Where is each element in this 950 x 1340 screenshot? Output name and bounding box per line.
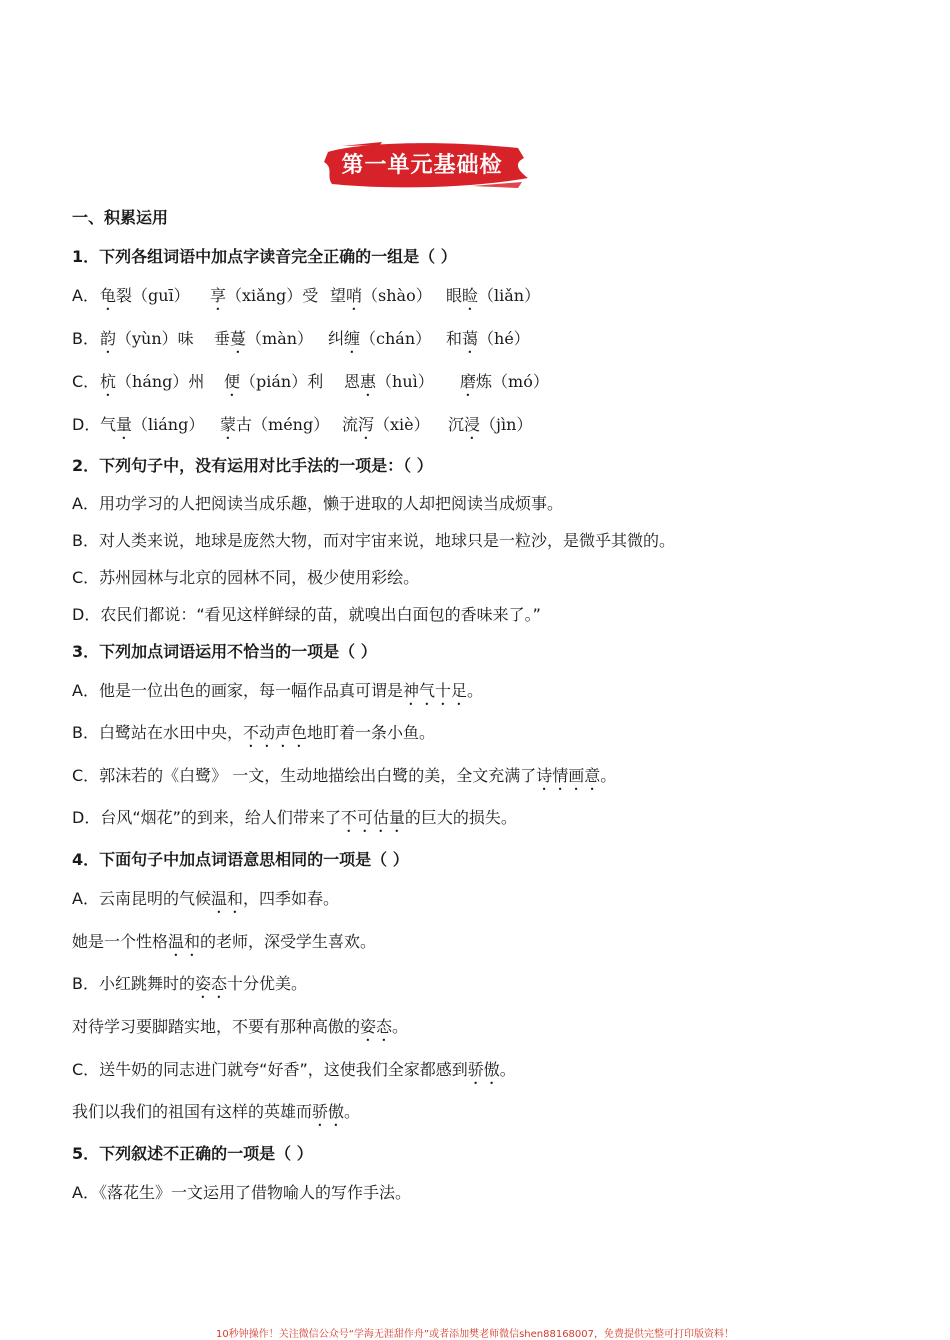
q4-line-c2: 我们以我们的祖国有这样的英雄而骄傲。: [72, 1102, 361, 1121]
word-item: 蒙古（méng）: [220, 415, 330, 434]
q4-line-a2: 她是一个性格温和的老师，深受学生喜欢。: [72, 932, 377, 951]
q4-line-b2: 对待学习要脚踏实地，不要有那种高傲的姿态。: [72, 1017, 409, 1036]
word-item: 便（pián）利: [224, 372, 324, 391]
word-item: 望哨（shào）: [330, 286, 432, 305]
word-item: 眼睑（liǎn）: [446, 286, 541, 305]
word-item: 恩惠（huì）: [344, 372, 434, 391]
option-label: B．: [72, 329, 99, 348]
option-label: D．: [72, 415, 101, 434]
word-item: 流泻（xiè）: [342, 415, 430, 434]
page-title: 第一单元基础检: [341, 153, 503, 178]
question-2-stem: 2．下列句子中，没有运用对比手法的一项是：（ ）: [72, 456, 433, 475]
q3-option-c: C．郭沫若的《白鹭》 一文，生动地描绘出白鹭的美，全文充满了诗情画意。: [72, 766, 617, 785]
title-banner: [322, 138, 530, 192]
word-item: 和蔼（hé）: [446, 329, 530, 348]
word-item: 享（xiǎng）受: [210, 286, 319, 305]
q2-option-d: D．农民们都说：“看见这样鲜绿的苗，就嗅出白面包的香味来了。”: [72, 605, 541, 624]
word-item: 龟裂（guī）: [100, 286, 190, 305]
q4-line-c1: C．送牛奶的同志进门就夸“好香”，这使我们全家都感到骄傲。: [72, 1060, 516, 1079]
q2-option-a: A．用功学习的人把阅读当成乐趣，懒于进取的人却把阅读当成烦事。: [72, 494, 563, 513]
q2-option-b: B．对人类来说，地球是庞然大物，而对宇宙来说，地球只是一粒沙，是微乎其微的。: [72, 531, 675, 550]
footer-note: 10秒钟操作！关注微信公众号“学海无涯甜作舟”或者添加樊老师微信shen88168007，免费提供完整可打印版资料！: [215, 1329, 735, 1340]
word-item: 杭（háng）州: [100, 372, 205, 391]
q4-line-a1: A．云南昆明的气候温和，四季如春。: [72, 889, 339, 908]
word-item: 气量（liáng）: [100, 415, 205, 434]
question-3-stem: 3．下列加点词语运用不恰当的一项是（ ）: [72, 642, 377, 661]
word-item: 纠缠（chán）: [328, 329, 432, 348]
question-1-stem: 1．下列各组词语中加点字读音完全正确的一组是（ ）: [72, 247, 457, 266]
word-item: 韵（yùn）味: [100, 329, 194, 348]
q2-option-c: C．苏州园林与北京的园林不同，极少使用彩绘。: [72, 568, 420, 587]
question-4-stem: 4．下面句子中加点词语意思相同的一项是（ ）: [72, 850, 409, 869]
q5-option-a: A．《落花生》一文运用了借物喻人的写作手法。: [72, 1183, 411, 1202]
option-label: A．: [72, 286, 99, 305]
question-5-stem: 5．下列叙述不正确的一项是（ ）: [72, 1144, 313, 1163]
word-item: 沉浸（jìn）: [448, 415, 533, 434]
q3-option-a: A．他是一位出色的画家，每一幅作品真可谓是神气十足。: [72, 681, 483, 700]
option-label: C．: [72, 372, 100, 391]
word-item: 垂蔓（màn）: [214, 329, 314, 348]
q4-line-b1: B．小红跳舞时的姿态十分优美。: [72, 974, 308, 993]
q3-option-d: D．台风“烟花”的到来，给人们带来了不可估量的巨大的损失。: [72, 808, 517, 827]
q3-option-b: B．白鹭站在水田中央，不动声色地盯着一条小鱼。: [72, 723, 436, 742]
section-title: 一、积累运用: [72, 208, 169, 227]
word-item: 磨炼（mó）: [460, 372, 549, 391]
